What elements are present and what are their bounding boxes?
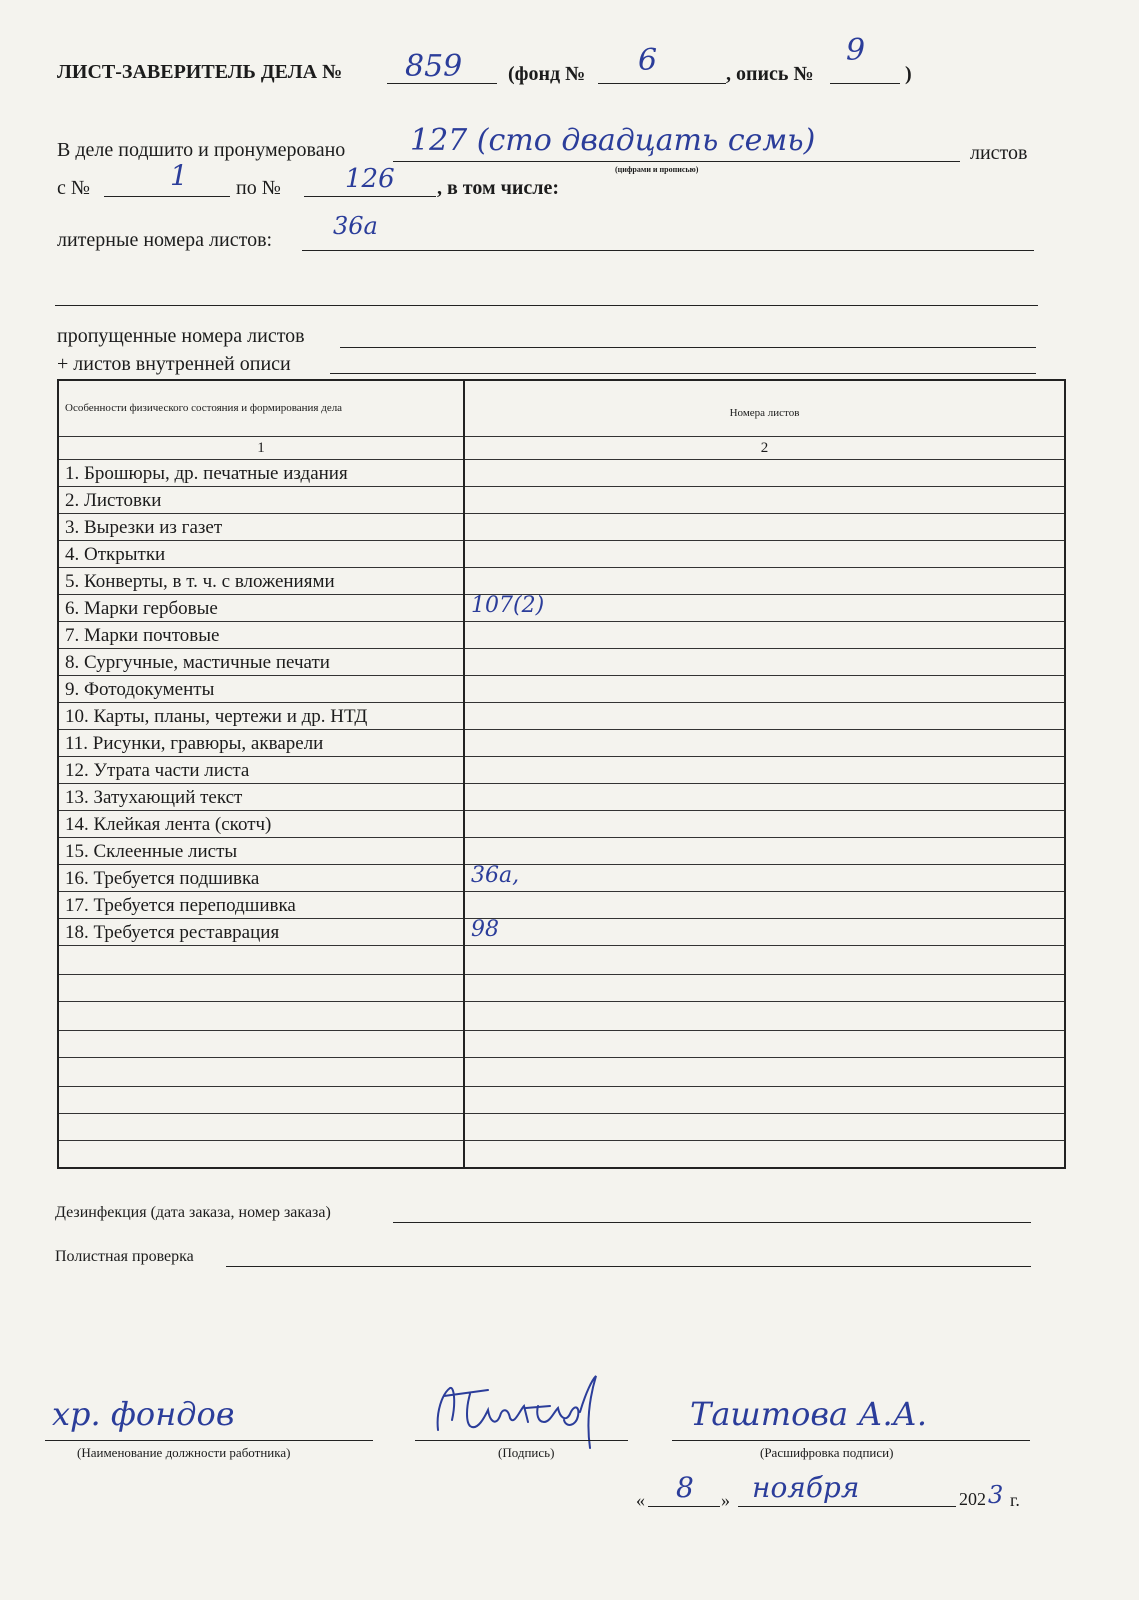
name-hint: (Расшифровка подписи) [760,1445,894,1460]
date-year-suffix: г. [1010,1490,1020,1510]
date-year-prefix: 202 [959,1489,986,1509]
empty-value-cell[interactable] [464,1141,1065,1169]
row-label: 2. Листовки [58,487,464,514]
row-label: 18. Требуется реставрация [58,919,464,946]
empty-label-cell[interactable] [58,1141,464,1169]
fond-number-line [598,83,726,84]
table-row [58,919,1065,946]
row-value-cell[interactable] [464,514,1065,541]
date-day-value[interactable]: 8 [676,1471,694,1504]
letter-numbers-line-2 [55,305,1038,306]
row-value-cell[interactable] [464,649,1065,676]
table-row-empty [58,1114,1065,1141]
pages-count-line [393,161,960,162]
date-quote-open: « [636,1490,645,1510]
to-line [304,196,436,197]
date-day-line [648,1506,720,1507]
row-value-cell[interactable] [464,865,1065,892]
empty-label-cell[interactable] [58,1114,464,1141]
position-hint: (Наименование должности работника) [77,1445,291,1460]
form-title: ЛИСТ-ЗАВЕРИТЕЛЬ ДЕЛА № [57,61,343,83]
row-label: 16. Требуется подшивка [58,865,464,892]
empty-label-cell[interactable] [58,946,464,975]
inner-inventory-label: + листов внутренней описи [57,353,291,375]
row-value-cell[interactable] [464,757,1065,784]
col1-header: Особенности физического состояния и формирования дела [58,380,464,437]
row-label: 4. Открытки [58,541,464,568]
row-label: 10. Карты, планы, чертежи и др. НТД [58,703,464,730]
from-value[interactable]: 1 [170,159,188,192]
page-check-label: Полистная проверка [55,1248,194,1265]
empty-label-cell[interactable] [58,1002,464,1031]
pages-count-suffix: листов [970,142,1028,164]
page-check-line [226,1266,1031,1267]
table-row-empty [58,1087,1065,1114]
empty-label-cell[interactable] [58,1058,464,1087]
table-row [58,460,1065,487]
empty-value-cell[interactable] [464,975,1065,1002]
signature-line [415,1440,628,1441]
name-line [672,1440,1030,1441]
letter-numbers-line [302,250,1034,251]
table-row [58,811,1065,838]
row-value-cell[interactable] [464,487,1065,514]
table-row [58,649,1065,676]
row-label: 6. Марки гербовые [58,595,464,622]
date-quote-close: » [721,1490,730,1510]
table-row-empty [58,1002,1065,1031]
row-label: 14. Клейкая лента (скотч) [58,811,464,838]
row-label: 7. Марки почтовые [58,622,464,649]
inner-inventory-line [330,373,1036,374]
opis-number-value[interactable]: 9 [846,33,866,68]
opis-label: , опись № [726,63,814,85]
empty-label-cell[interactable] [58,975,464,1002]
opis-close-paren: ) [905,63,912,85]
table-row-empty [58,1031,1065,1058]
pages-count-label: В деле подшито и пронумеровано [57,139,346,161]
row-label: 1. Брошюры, др. печатные издания [58,460,464,487]
to-label: по № [236,177,281,199]
row-label: 13. Затухающий текст [58,784,464,811]
empty-value-cell[interactable] [464,1058,1065,1087]
row-value-cell[interactable] [464,568,1065,595]
empty-label-cell[interactable] [58,1087,464,1114]
row-value-cell[interactable] [464,676,1065,703]
missing-numbers-label: пропущенные номера листов [57,325,305,347]
row-label: 9. Фотодокументы [58,676,464,703]
from-line [104,196,230,197]
letter-numbers-value[interactable]: 36а [333,212,378,240]
col2-header-text: Номера листов [729,407,800,419]
signature-hint: (Подпись) [498,1445,555,1460]
table-row [58,487,1065,514]
physical-state-table [57,379,1066,1169]
opis-number-line [830,83,900,84]
col2-number: 2 [464,437,1065,460]
table-row [58,595,1065,622]
row-label: 5. Конверты, в т. ч. с вложениями [58,568,464,595]
row-value: 36а, [471,863,520,888]
date-month-line [738,1506,956,1507]
row-label: 15. Склеенные листы [58,838,464,865]
fond-label: (фонд № [508,63,586,85]
empty-label-cell[interactable] [58,1031,464,1058]
table-row [58,514,1065,541]
table-row-empty [58,946,1065,975]
name-value[interactable]: Таштова А.А. [690,1395,928,1433]
table-row [58,676,1065,703]
row-value-cell[interactable] [464,838,1065,865]
empty-value-cell[interactable] [464,946,1065,975]
table-row-empty [58,975,1065,1002]
empty-value-cell[interactable] [464,1114,1065,1141]
including-label: , в том числе: [437,177,560,199]
table-row [58,622,1065,649]
letter-numbers-label: литерные номера листов: [57,229,273,251]
from-label: с № [57,177,90,199]
table-row [58,541,1065,568]
table-row [58,757,1065,784]
disinfection-label: Дезинфекция (дата заказа, номер заказа) [55,1204,331,1221]
table-row [58,838,1065,865]
table-row [58,703,1065,730]
col1-number: 1 [58,437,464,460]
row-label: 11. Рисунки, гравюры, акварели [58,730,464,757]
disinfection-line [393,1222,1031,1223]
col2-header [464,380,1065,437]
pages-count-hint: (цифрами и прописью) [615,165,699,174]
fond-number-value[interactable]: 6 [638,43,658,78]
empty-value-cell[interactable] [464,1031,1065,1058]
table-row-empty [58,1141,1065,1169]
row-value-cell[interactable] [464,703,1065,730]
row-label: 12. Утрата части листа [58,757,464,784]
row-value-cell[interactable] [464,541,1065,568]
position-value[interactable]: хр. фондов [52,1395,235,1433]
empty-value-cell[interactable] [464,1002,1065,1031]
row-value-cell[interactable] [464,730,1065,757]
table-row [58,892,1065,919]
case-number-value[interactable]: 859 [405,49,463,84]
table-row [58,784,1065,811]
row-value-cell[interactable] [464,595,1065,622]
row-label: 3. Вырезки из газет [58,514,464,541]
row-value-cell[interactable] [464,919,1065,946]
table-row [58,568,1065,595]
row-value-cell[interactable] [464,622,1065,649]
date-year-hand[interactable]: 3 [988,1481,1004,1509]
table-row [58,865,1065,892]
row-value-cell[interactable] [464,784,1065,811]
empty-value-cell[interactable] [464,1087,1065,1114]
row-value: 98 [471,917,499,942]
position-line [45,1440,373,1441]
table-row-empty [58,1058,1065,1087]
row-value-cell[interactable] [464,460,1065,487]
to-value[interactable]: 126 [345,164,395,194]
missing-numbers-line [340,347,1036,348]
row-value: 107(2) [471,593,545,618]
table-row [58,730,1065,757]
row-label: 8. Сургучные, мастичные печати [58,649,464,676]
row-value-cell[interactable] [464,892,1065,919]
table-body [58,460,1065,1169]
row-label: 17. Требуется переподшивка [58,892,464,919]
date-month-value[interactable]: ноября [752,1471,860,1504]
pages-count-value[interactable]: 127 (сто двадцать семь) [410,123,816,158]
row-value-cell[interactable] [464,811,1065,838]
